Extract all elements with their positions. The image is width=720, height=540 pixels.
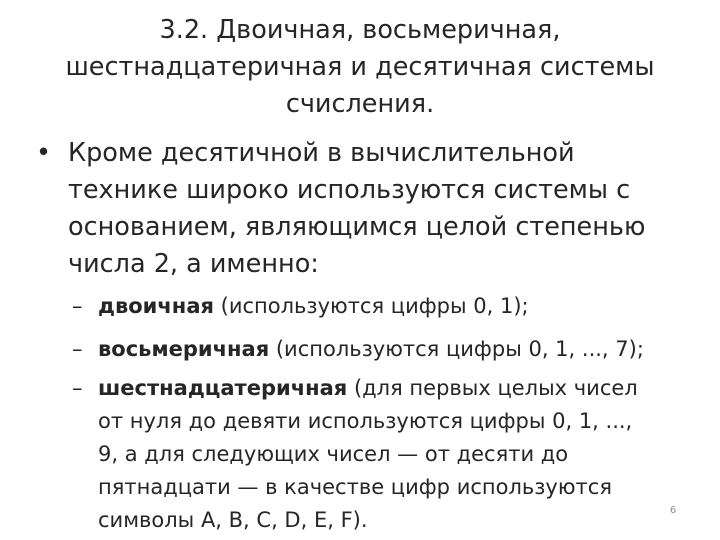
dash-mark: – bbox=[72, 337, 83, 361]
subitem-octal bbox=[72, 333, 692, 366]
term-description: (используются цифры 0, 1, ..., 7); bbox=[269, 337, 644, 361]
title-line: шестнадцатеричная и десятичная системы bbox=[65, 52, 655, 82]
subitem-text bbox=[98, 372, 692, 537]
subitem-line: от нуля до девяти используются цифры 0, 1, ..., bbox=[98, 409, 633, 433]
slide-title bbox=[40, 12, 680, 123]
bullet-text bbox=[68, 135, 676, 283]
subitem-line: 9, а для следующих чисел — от десяти до bbox=[98, 442, 569, 466]
subitem-binary bbox=[72, 290, 692, 323]
subitem-line bbox=[98, 290, 692, 323]
bullet-mark: • bbox=[36, 138, 52, 168]
dash-mark: – bbox=[72, 294, 83, 318]
subitem-text bbox=[98, 333, 692, 366]
subitem-hexadecimal bbox=[72, 372, 692, 537]
subitem-text bbox=[98, 290, 692, 323]
term-octal: восьмеричная bbox=[98, 337, 270, 361]
bullet-line: технике широко используются системы с bbox=[68, 175, 631, 205]
title-line: 3.2. Двоичная, восьмеричная, bbox=[159, 15, 561, 45]
subitem-line bbox=[98, 333, 692, 366]
term-binary: двоичная bbox=[98, 294, 214, 318]
term-description: (для первых целых чисел bbox=[347, 376, 638, 400]
title-line: счисления. bbox=[285, 89, 435, 119]
subitem-line: пятнадцати — в качестве цифр используются bbox=[98, 475, 612, 499]
bullet-item bbox=[36, 135, 676, 283]
subitem-line bbox=[98, 372, 692, 405]
dash-mark: – bbox=[72, 376, 83, 400]
bullet-line: Кроме десятичной в вычислительной bbox=[68, 138, 575, 168]
term-description: (используются цифры 0, 1); bbox=[213, 294, 529, 318]
page-number: 6 bbox=[669, 505, 677, 516]
subitem-line: символы А, В, С, D, Е, F). bbox=[98, 508, 368, 532]
bullet-line: основанием, являющимся целой степенью bbox=[68, 212, 646, 242]
bullet-line: числа 2, а именно: bbox=[68, 249, 319, 279]
term-hexadecimal: шестнадцатеричная bbox=[98, 376, 348, 400]
